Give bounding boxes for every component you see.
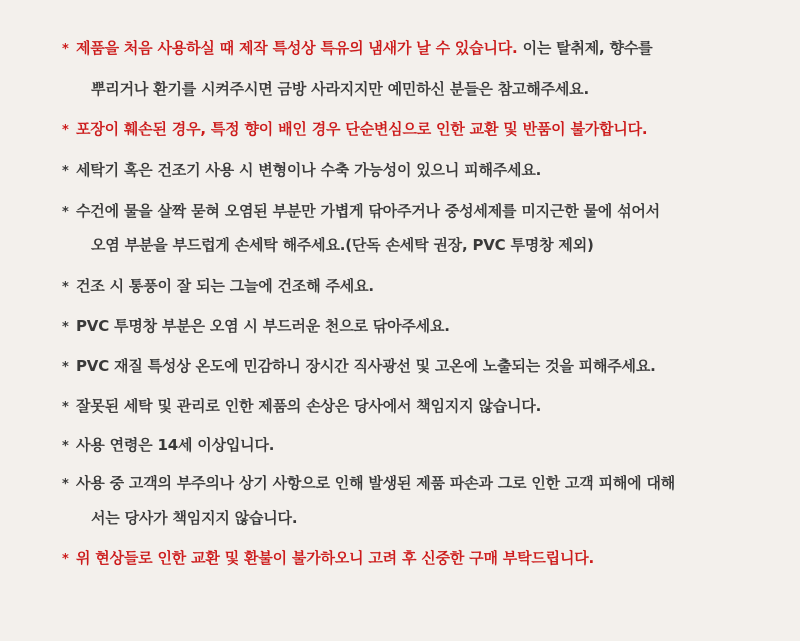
notice-line-1-odor-warning <box>0 32 800 62</box>
bullet-mark: * <box>62 41 69 57</box>
notice-line-6-pvc-cleaning <box>0 310 800 340</box>
notice-text-drying: 건조 시 통풍이 잘 되는 그늘에 건조해 주세요. <box>76 276 374 295</box>
notice-text-odor <box>76 37 652 58</box>
notice-text-liability: 사용 중 고객의 부주의나 상기 사항으로 인해 발생된 제품 파손과 그로 인한 고객 피해에 대해 <box>76 473 676 492</box>
odor-warning-tail: 이는 탈취제, 향수를 <box>517 38 653 57</box>
notice-line-1-continuation <box>0 73 800 103</box>
notice-text-no-return: 포장이 훼손된 경우, 특정 향이 배인 경우 단순변심으로 인한 교환 및 반품이 불가합니다. <box>76 119 648 138</box>
notice-line-10-continuation <box>0 502 800 532</box>
bullet-mark: * <box>62 204 69 220</box>
notice-text-final-warning: 위 현상들로 인한 교환 및 환불이 불가하오니 고려 후 신중한 구매 부탁드립니다. <box>76 548 595 567</box>
bullet-mark: * <box>62 476 69 492</box>
bullet-mark: * <box>62 279 69 295</box>
bullet-mark: * <box>62 122 69 138</box>
notice-text-pvc-heat: PVC 재질 특성상 온도에 민감하니 장시간 직사광선 및 고온에 노출되는 것을 피해주세요. <box>76 356 656 375</box>
notice-text-pvc-cleaning: PVC 투명창 부분은 오염 시 부드러운 천으로 닦아주세요. <box>76 316 450 335</box>
bullet-mark: * <box>62 399 69 415</box>
notice-line-9-age <box>0 429 800 459</box>
bullet-mark: * <box>62 359 69 375</box>
notice-text-age: 사용 연령은 14세 이상입니다. <box>76 435 275 454</box>
notice-line-10-liability <box>0 467 800 497</box>
notice-text-odor-continuation: 뿌리거나 환기를 시켜주시면 금방 사라지지만 예민하신 분들은 참고해주세요. <box>91 79 589 98</box>
bullet-mark: * <box>62 551 69 567</box>
bullet-mark: * <box>62 438 69 454</box>
notice-line-3-washer-dryer <box>0 154 800 184</box>
odor-warning-highlight: 제품을 처음 사용하실 때 제작 특성상 특유의 냄새가 날 수 있습니다. <box>76 38 518 57</box>
notice-text-cleaning: 수건에 물을 살짝 묻혀 오염된 부분만 가볍게 닦아주거나 중성세제를 미지근한 물에 섞어서 <box>76 201 660 220</box>
notice-line-7-pvc-heat <box>0 350 800 380</box>
notice-line-11-final-warning <box>0 542 800 572</box>
notice-text-liability-continuation: 서는 당사가 책임지지 않습니다. <box>91 508 298 527</box>
bullet-mark: * <box>62 319 69 335</box>
notice-line-2-no-return <box>0 113 800 143</box>
bullet-mark: * <box>62 163 69 179</box>
notice-text-washer-dryer: 세탁기 혹은 건조기 사용 시 변형이나 수축 가능성이 있으니 피해주세요. <box>76 160 542 179</box>
notice-text-damage: 잘못된 세탁 및 관리로 인한 제품의 손상은 당사에서 책임지지 않습니다. <box>76 396 542 415</box>
notice-line-4-continuation <box>0 229 800 259</box>
notice-line-5-drying <box>0 270 800 300</box>
notice-line-4-cleaning <box>0 195 800 225</box>
notice-text-cleaning-continuation: 오염 부분을 부드럽게 손세탁 해주세요.(단독 손세탁 권장, PVC 투명창 제외) <box>91 235 594 254</box>
notice-line-8-damage <box>0 390 800 420</box>
